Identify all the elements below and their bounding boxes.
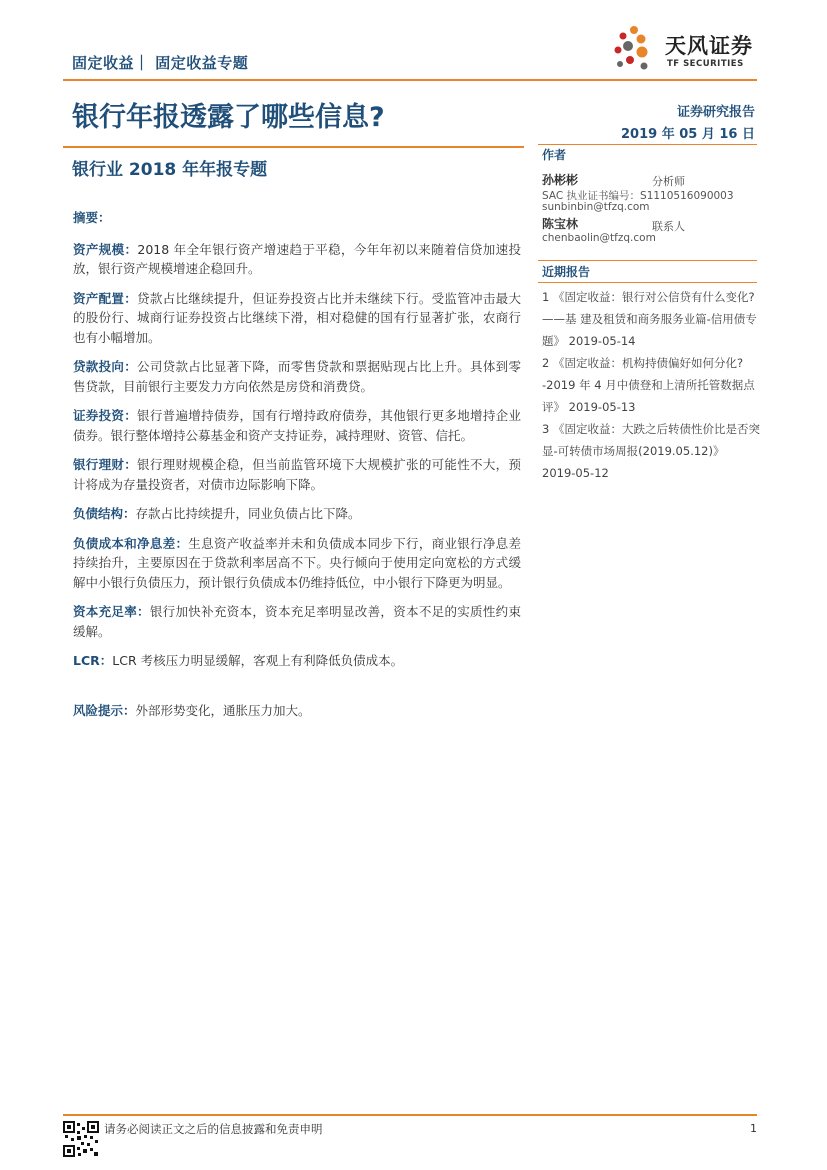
page-number: 1 xyxy=(750,1122,757,1135)
report-title: 银行年报透露了哪些信息? xyxy=(72,102,385,133)
recent-report-title: 2 《固定收益：机构持债偏好如何分化? -2019 年 4 月中债登和上清所托管数据点评》 xyxy=(542,356,755,414)
summary-label: 负债成本和净息差： xyxy=(73,535,189,551)
summary-text: 2018 年全年银行资产增速趋于平稳，今年年初以来随着信贷加速投放，银行资产规模增速企稳回升。 xyxy=(73,241,521,276)
summary-text: LCR 考核压力明显缓解，客观上有利降低负债成本。 xyxy=(112,653,404,668)
summary-label: 资产配置： xyxy=(73,290,138,306)
author-role: 分析师 xyxy=(652,175,685,188)
author-role: 联系人 xyxy=(652,220,685,233)
title-divider xyxy=(63,146,524,148)
author-name: 陈宝林 xyxy=(542,217,579,231)
author-cert: SAC 执业证书编号：S1110516090003 xyxy=(542,190,734,202)
summary-text: 公司贷款占比显著下降，而零售贷款和票据贴现占比上升。具体到零售贷款，目前银行主要发力方向依然是房贷和消费贷。 xyxy=(73,359,521,394)
header-divider xyxy=(63,79,757,81)
author-email[interactable]: sunbinbin@tfzq.com xyxy=(542,201,650,213)
qr-code-icon xyxy=(63,1121,99,1157)
summary-heading: 摘要： xyxy=(73,210,111,225)
recent-report-item[interactable] xyxy=(542,418,760,484)
summary-text: 存款占比持续提升，同业负债占比下降。 xyxy=(135,506,361,521)
risk-label: 风险提示： xyxy=(73,702,136,718)
summary-paragraph xyxy=(73,455,521,494)
summary-label: LCR： xyxy=(73,653,113,668)
summary-paragraph xyxy=(73,534,521,593)
recent-reports-list xyxy=(542,286,760,484)
recent-heading-underline xyxy=(538,282,757,283)
summary-text: 生息资产收益率并未和负债成本同步下行，商业银行净息差持续抬升，主要原因在于贷款利率居高不下。央行倾向于使用定向宽松的方式缓解中小银行负债压力，预计银行负债成本仍维持低位，中小银行下降更为明显。 xyxy=(73,535,521,590)
summary-label: 银行理财： xyxy=(73,457,138,472)
summary-paragraph xyxy=(73,504,521,524)
summary-paragraph xyxy=(73,651,521,671)
summary-text: 银行理财规模企稳，但当前监管环境下大规模扩张的可能性不大，预计将成为存量投资者，对债市边际影响下降。 xyxy=(73,457,521,492)
summary-paragraph xyxy=(73,289,521,348)
report-date: 2019 年 05 月 16 日 xyxy=(621,127,755,142)
logo-text: 天风证券 xyxy=(665,34,753,58)
report-type: 证券研究报告 xyxy=(676,105,755,120)
footer-divider xyxy=(63,1114,757,1116)
recent-report-item[interactable] xyxy=(542,286,760,352)
risk-text: 外部形势变化，通胀压力加大。 xyxy=(135,702,311,718)
summary-paragraph xyxy=(73,602,521,641)
recent-report-item[interactable] xyxy=(542,352,760,418)
logo-text-en: TF SECURITIES xyxy=(667,59,744,69)
recent-report-date: 2019-05-14 xyxy=(568,334,636,348)
footer-disclaimer: 请务必阅读正文之后的信息披露和免责申明 xyxy=(104,1122,323,1136)
risk-paragraph xyxy=(73,701,521,721)
author-email[interactable]: chenbaolin@tfzq.com xyxy=(542,232,656,244)
header-category: 固定收益｜ 固定收益专题 xyxy=(72,54,249,72)
summary-paragraph xyxy=(73,240,521,279)
summary-text: 银行加快补充资本，资本充足率明显改善，资本不足的实质性约束缓解。 xyxy=(73,604,521,639)
summary-text: 贷款占比继续提升，但证券投资占比并未继续下行。受监管冲击最大的股份行、城商行证券投资占比继续下滑，相对稳健的国有行显著扩张，农商行也有小幅增加。 xyxy=(73,290,521,345)
authors-divider xyxy=(538,144,757,145)
summary-label: 贷款投向： xyxy=(73,359,138,374)
summary-label: 负债结构： xyxy=(73,506,136,521)
summary-body xyxy=(73,208,521,730)
recent-divider xyxy=(538,260,757,261)
recent-heading: 近期报告 xyxy=(542,265,591,279)
recent-report-date: 2019-05-13 xyxy=(568,400,636,414)
report-subtitle: 银行业 2018 年年报专题 xyxy=(72,160,268,180)
summary-paragraph xyxy=(73,357,521,396)
author-name: 孙彬彬 xyxy=(542,173,579,187)
summary-label: 证券投资： xyxy=(73,408,138,423)
recent-report-title: 3 《固定收益：大跌之后转债性价比是否突显-可转债市场周报(2019.05.12)》 xyxy=(542,422,760,458)
authors-heading: 作者 xyxy=(542,148,567,162)
recent-report-title: 1 《固定收益：银行对公信贷有什么变化? ——基 建及租赁和商务服务业篇-信用债专题》 xyxy=(542,290,757,348)
summary-paragraph xyxy=(73,406,521,445)
summary-label: 资本充足率： xyxy=(73,604,150,619)
summary-text: 银行普遍增持债券，国有行增持政府债券，其他银行更多地增持企业债券。银行整体增持公募基金和资产支持证券，减持理财、资管、信托。 xyxy=(73,408,521,443)
summary-label: 资产规模： xyxy=(73,241,138,257)
recent-report-date: 2019-05-12 xyxy=(542,466,609,480)
